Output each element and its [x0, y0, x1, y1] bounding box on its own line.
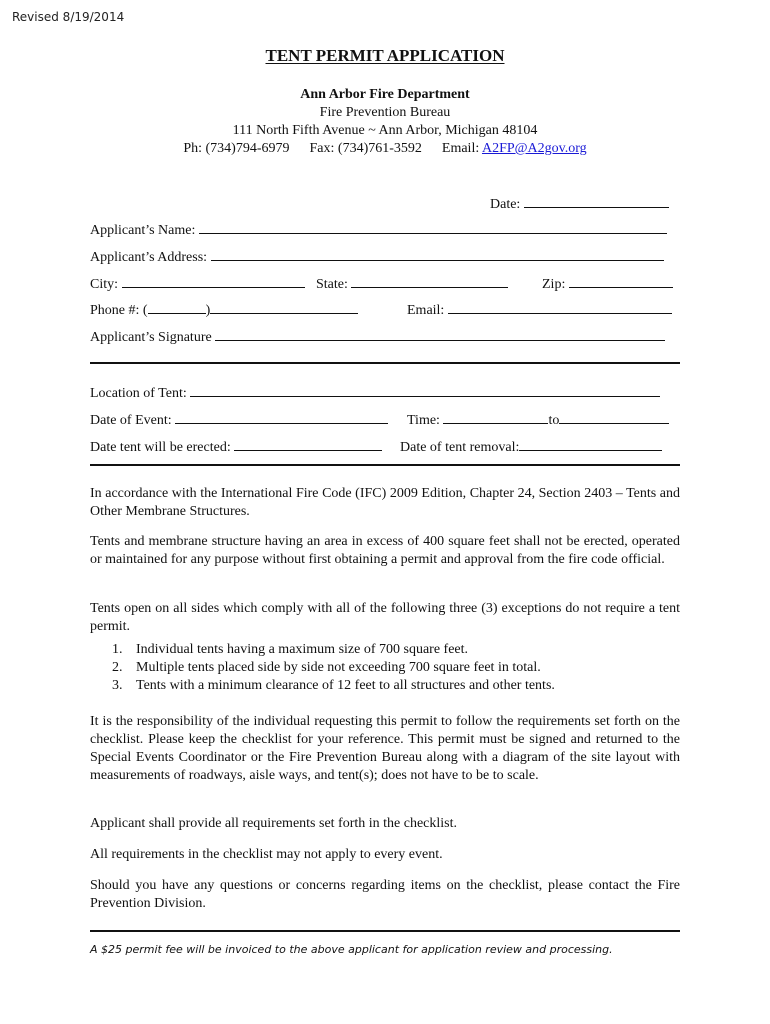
zip-label: Zip:: [542, 277, 566, 292]
area-code-blank[interactable]: [148, 301, 206, 314]
event-date-label: Date of Event:: [90, 413, 172, 428]
signature-field[interactable]: [90, 328, 665, 346]
list-item: 1. Individual tents having a maximum size of 700 square feet.: [112, 642, 469, 657]
department-address: 111 North Fifth Avenue ~ Ann Arbor, Michigan 48104: [232, 123, 538, 138]
state-blank[interactable]: [351, 275, 508, 288]
phone-field[interactable]: [90, 301, 358, 319]
time-to-label: to: [548, 413, 560, 428]
list-item: 2. Multiple tents placed side by side not exceeding 700 square feet in total.: [112, 660, 541, 675]
applicant-name-label: Applicant’s Name:: [90, 223, 196, 238]
fax-number: Fax: (734)761-3592: [309, 141, 422, 156]
section-divider: [90, 362, 680, 364]
phone-paren: ): [205, 303, 211, 318]
removal-date-blank[interactable]: [519, 438, 662, 451]
signature-label: Applicant’s Signature: [90, 330, 212, 345]
time-start-blank[interactable]: [443, 411, 548, 424]
erected-date-label: Date tent will be erected:: [90, 440, 231, 455]
time-label: Time:: [407, 413, 440, 428]
applicant-address-blank[interactable]: [211, 248, 664, 261]
erected-date-blank[interactable]: [234, 438, 382, 451]
signature-blank[interactable]: [215, 328, 665, 341]
zip-blank[interactable]: [569, 275, 673, 288]
contact-paragraph: Should you have any questions or concerns regarding items on the checklist, please contact the Fire Prevention Division.: [90, 878, 680, 911]
time-field[interactable]: [407, 411, 669, 429]
date-blank[interactable]: [524, 195, 669, 208]
applicant-name-blank[interactable]: [199, 221, 667, 234]
permit-requirement: Tents and membrane structure having an area in excess of 400 square feet shall not be erected, operated or maintained for any purpose without first obtaining a permit and approval from the fire code official.: [90, 534, 680, 567]
location-field[interactable]: [90, 384, 660, 402]
applicant-email-label: Email:: [407, 303, 445, 318]
footer-divider: [90, 930, 680, 932]
department-name: Ann Arbor Fire Department: [300, 87, 470, 102]
contact-line: [0, 141, 770, 157]
applicant-address-field[interactable]: [90, 248, 664, 266]
section-divider-2: [90, 464, 680, 466]
location-label: Location of Tent:: [90, 386, 187, 401]
applicability-paragraph: All requirements in the checklist may not apply to every event.: [90, 847, 443, 862]
erected-date-field[interactable]: [90, 438, 382, 456]
time-end-blank[interactable]: [559, 411, 669, 424]
permit-fee-note: A $25 permit fee will be invoiced to the above applicant for application review and processing.: [90, 943, 613, 956]
state-label: State:: [316, 277, 348, 292]
city-blank[interactable]: [122, 275, 305, 288]
responsibility-paragraph: It is the responsibility of the individual requesting this permit to follow the requirements set forth on the checklist. Please keep the checklist for your reference. This permit must be signed and returned to the Special Events Coordinator or the Fire Prevention Bureau along with a diagram of the site layout with measurements of roadways, aisle ways, and tent(s); does not have to be to scale.: [90, 714, 680, 783]
applicant-name-field[interactable]: [90, 221, 667, 239]
event-date-blank[interactable]: [175, 411, 388, 424]
email-link[interactable]: A2FP@A2gov.org: [481, 141, 587, 156]
state-field[interactable]: [316, 275, 508, 293]
phone-label: Phone #: (: [90, 303, 148, 318]
city-field[interactable]: [90, 275, 305, 293]
ifc-reference: In accordance with the International Fire Code (IFC) 2009 Edition, Chapter 24, Section 2403 – Tents and Other Membrane Structures.: [90, 486, 680, 519]
list-item: 3. Tents with a minimum clearance of 12 feet to all structures and other tents.: [112, 678, 555, 693]
phone-blank[interactable]: [210, 301, 358, 314]
location-blank[interactable]: [190, 384, 660, 397]
phone-number: Ph: (734)794-6979: [183, 141, 290, 156]
revised-date: Revised 8/19/2014: [12, 10, 125, 24]
date-field[interactable]: [490, 195, 669, 213]
removal-date-field[interactable]: [400, 438, 662, 456]
date-label: Date:: [490, 197, 521, 212]
page-title: TENT PERMIT APPLICATION: [265, 46, 505, 65]
zip-field[interactable]: [542, 275, 673, 293]
email-label: Email:: [441, 141, 482, 156]
applicant-email-blank[interactable]: [448, 301, 672, 314]
exceptions-list: [112, 641, 672, 695]
applicant-email-field[interactable]: [407, 301, 672, 319]
bureau-name: Fire Prevention Bureau: [319, 105, 451, 120]
requirements-paragraph: Applicant shall provide all requirements set forth in the checklist.: [90, 816, 458, 831]
city-label: City:: [90, 277, 119, 292]
removal-date-label: Date of tent removal:: [400, 440, 520, 455]
applicant-address-label: Applicant’s Address:: [90, 250, 208, 265]
exceptions-intro: Tents open on all sides which comply with all of the following three (3) exceptions do not require a tent permit.: [90, 601, 680, 634]
event-date-field[interactable]: [90, 411, 388, 429]
